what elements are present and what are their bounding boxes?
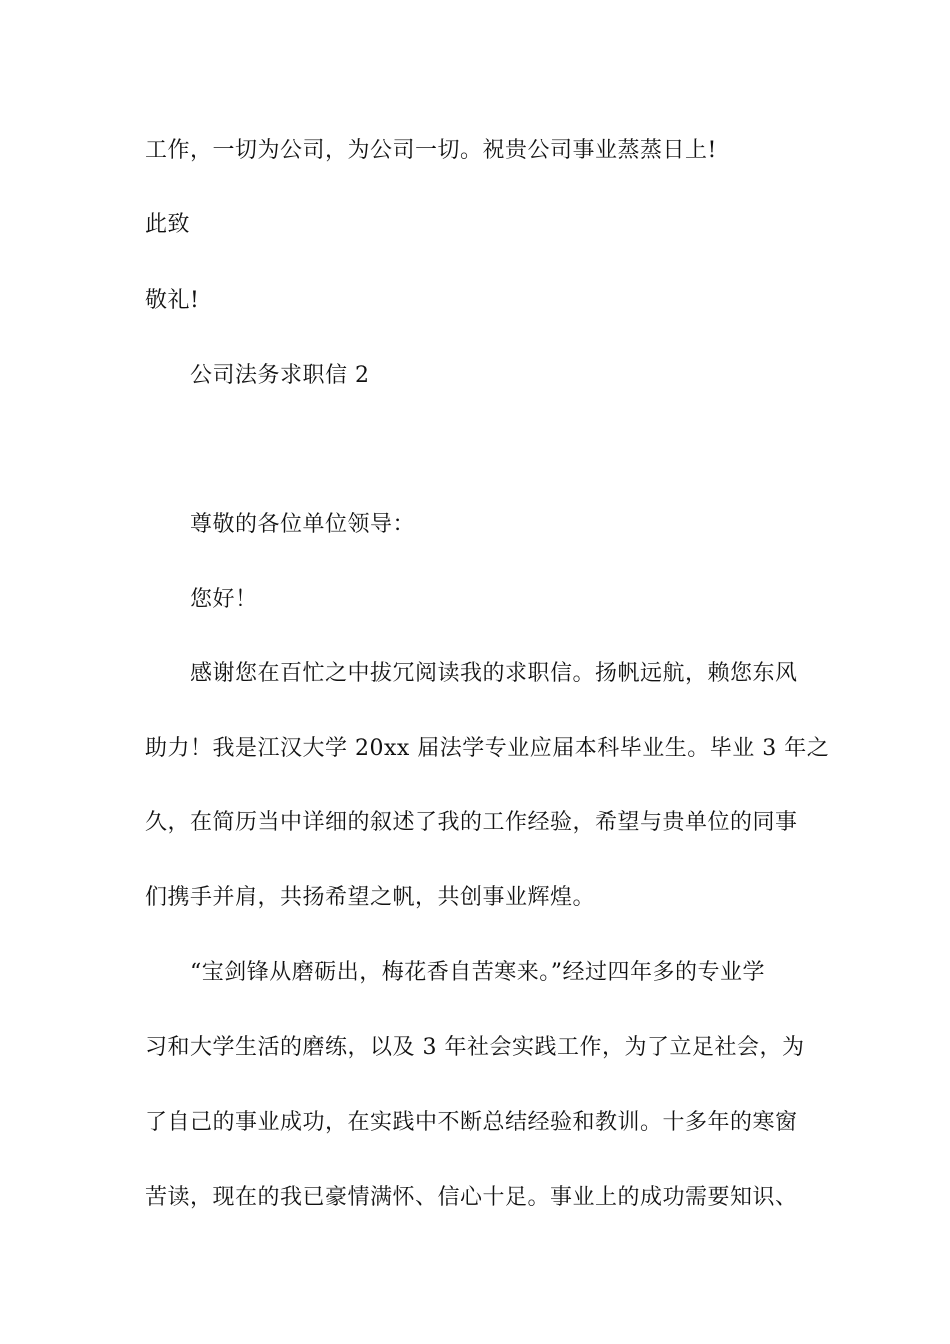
paragraph-line: 们携手并肩，共扬希望之帆，共创事业辉煌。 (145, 885, 596, 910)
salutation-jingli: 敬礼! (145, 288, 200, 313)
paragraph-line: 感谢您在百忙之中拔冗阅读我的求职信。扬帆远航，赖您东风 (190, 661, 798, 686)
closing-sentence: 工作，一切为公司，为公司一切。祝贵公司事业蒸蒸日上! (145, 138, 717, 163)
salutation-cizhi: 此致 (145, 212, 191, 237)
paragraph-line: 久，在简历当中详细的叙述了我的工作经验，希望与贵单位的同事 (145, 810, 798, 835)
hello-line: 您好！ (190, 587, 258, 612)
paragraph-line: 助力！我是江汉大学 20xx 届法学专业应届本科毕业生。毕业 3 年之 (145, 736, 830, 761)
paragraph-line: 了自己的事业成功，在实践中不断总结经验和教训。十多年的寒窗 (145, 1110, 798, 1135)
section-heading: 公司法务求职信 2 (190, 363, 370, 388)
greeting-line: 尊敬的各位单位领导： (190, 512, 416, 537)
paragraph-line: 苦读，现在的我已豪情满怀、信心十足。事业上的成功需要知识、 (145, 1185, 798, 1210)
paragraph-line: 习和大学生活的磨练，以及 3 年社会实践工作，为了立足社会，为 (145, 1035, 805, 1060)
paragraph-line: “宝剑锋从磨砺出，梅花香自苦寒来。”经过四年多的专业学 (190, 960, 765, 985)
